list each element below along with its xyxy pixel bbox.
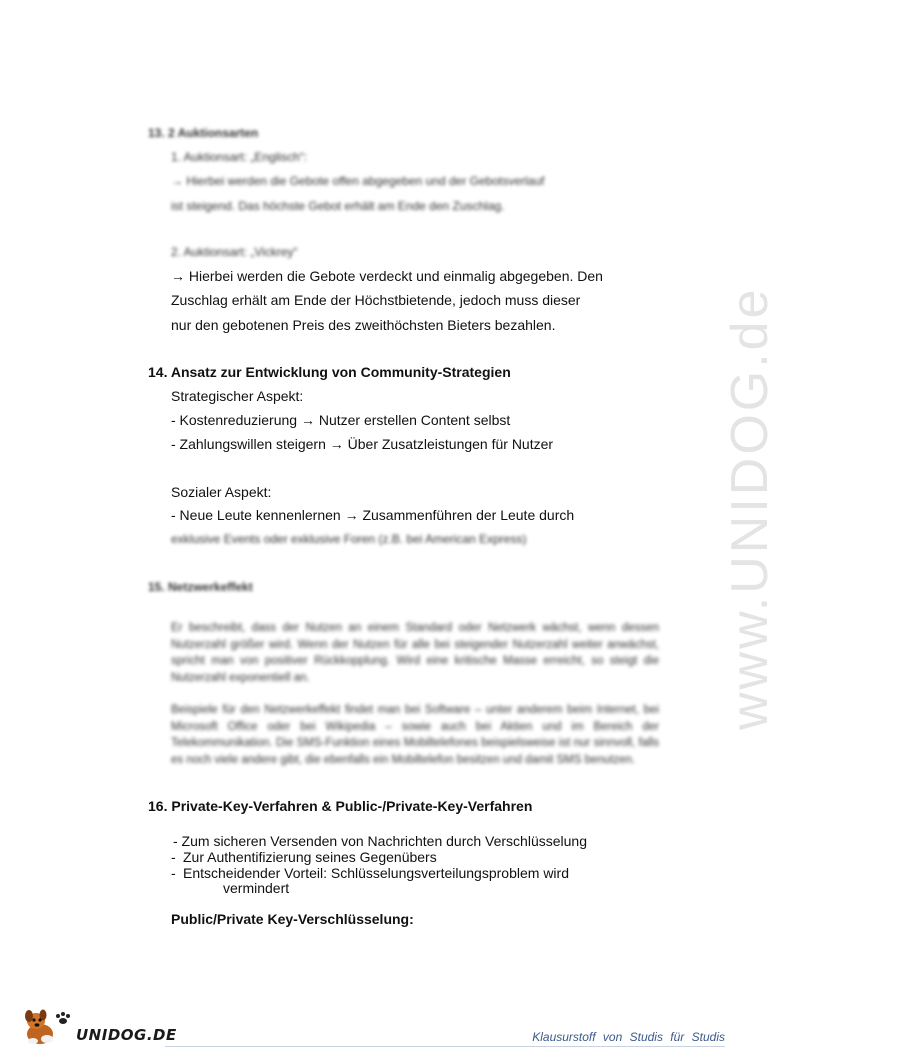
- network-effect-paragraph: Er beschreibt, dass der Nutzen an einem Standard oder Netzwerk wächst, wenn dessen Nutzerzahl größer wird. Wenn der Nutzen für alle bei steigender Nutzerzahl weiter anwächst, spricht man von positiver Rückkopplung. Wird eine kritische Masse erreicht, so steigt die Nutzerzahl exponentiell an.: [171, 622, 659, 684]
- strategic-aspect-item: - Zahlungswillen steigern → Über Zusatzleistungen für Nutzer: [171, 436, 554, 452]
- section-16-heading: 16. Private-Key-Verfahren & Public-/Private-Key-Verfahren: [148, 798, 533, 814]
- social-aspect-label: Sozialer Aspekt:: [171, 484, 272, 500]
- bullet-dash: -: [171, 849, 176, 865]
- auction-type-2-line-2: Zuschlag erhält am Ende der Höchstbietende, jedoch muss dieser: [171, 292, 581, 308]
- auction-type-2-line-1: → Hierbei werden die Gebote verdeckt und einmalig abgegeben. Den: [171, 268, 603, 284]
- auction-type-1-line-2: ist steigend. Das höchste Gebot erhält am Ende den Zuschlag.: [171, 199, 505, 213]
- key-procedure-bullet: Zur Authentifizierung seines Gegenübers: [183, 849, 437, 865]
- bullet-dash: -: [171, 865, 176, 881]
- public-private-subheading: Public/Private Key-Verschlüsselung:: [171, 911, 414, 927]
- logo-text: UNIDOG.DE: [76, 1026, 177, 1044]
- auction-type-2-line-3: nur den gebotenen Preis des zweithöchsten Bieters bezahlen.: [171, 317, 556, 333]
- footer-rule: [165, 1046, 725, 1047]
- section-14-heading: 14. Ansatz zur Entwicklung von Community-Strategien: [148, 364, 511, 380]
- strategic-aspect-label: Strategischer Aspekt:: [171, 388, 304, 404]
- auction-type-1: 1. Auktionsart: „Englisch“:: [171, 150, 308, 164]
- key-procedure-bullet-cont: vermindert: [223, 880, 290, 896]
- network-effect-examples: Beispiele für den Netzwerkeffekt findet man bei Software – unter anderem beim Internet, bei Microsoft Office oder bei Wikipedia – sowie auch bei Aktien und im Bereich der Telekommunikation. Die SMS-Funktion eines Mobiltelefones beispielsweise ist nur sinnvoll, falls es noch viele andere gibt, die ebenfalls ein Mobiltelefon besitzen und damit SMS benutzen.: [171, 704, 659, 766]
- key-procedure-bullet: - Zum sicheren Versenden von Nachrichten durch Verschlüsselung: [173, 833, 587, 849]
- watermark: www.UNIDOG.de: [721, 286, 779, 730]
- unidog-logo: [22, 1008, 177, 1048]
- strategic-aspect-item: - Kostenreduzierung → Nutzer erstellen Content selbst: [171, 412, 511, 428]
- section-15-heading: 15. Netzwerkeffekt: [148, 580, 253, 594]
- section-13-heading: 13. 2 Auktionsarten: [148, 126, 259, 140]
- footer-tagline: Klausurstoff von Studis für Studis: [532, 1030, 725, 1044]
- auction-type-1-line-1: → Hierbei werden die Gebote offen abgegeben und der Gebotsverlauf: [171, 174, 545, 188]
- key-procedure-bullet: Entscheidender Vorteil: Schlüsselungsverteilungsproblem wird: [183, 865, 569, 881]
- social-aspect-item-cont: exklusive Events oder exklusive Foren (z.B. bei American Express): [171, 532, 527, 546]
- social-aspect-item: - Neue Leute kennenlernen → Zusammenführen der Leute durch: [171, 507, 575, 523]
- dog-icon: [22, 1008, 78, 1048]
- auction-type-2: 2. Auktionsart: „Vickrey“: [171, 245, 298, 259]
